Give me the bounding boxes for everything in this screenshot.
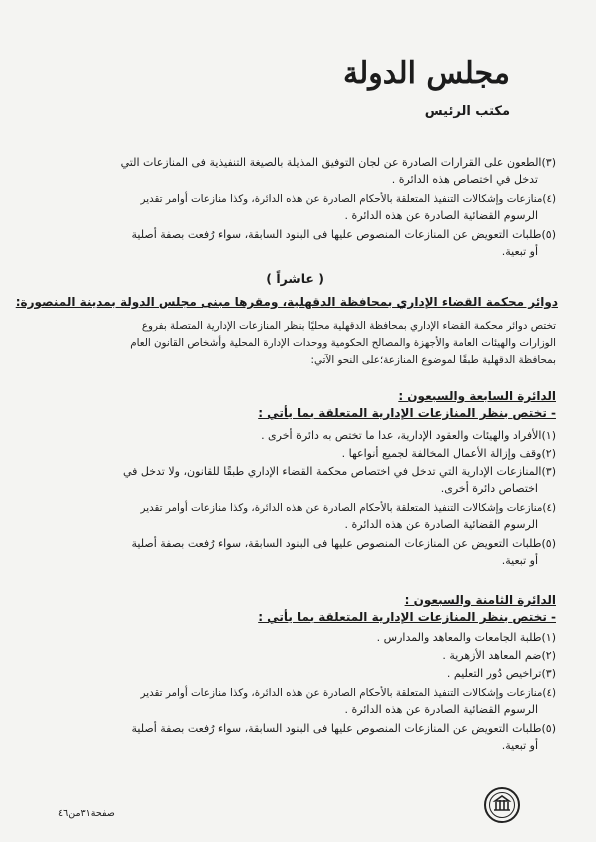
circle-77-item: (١)الأفراد والهيئات والعقود الإدارية، عدا ما تختص به دائرة أخرى . [261,429,556,442]
intro-line: (٤)منازعات وإشكالات التنفيذ المتعلقة بالأحكام الصادرة عن هذه الدائرة، وكذا منازعات أوامر تقدير [140,193,556,205]
circle-78-item: (٥)طلبات التعويض عن المنازعات المنصوص عليها فى البنود السابقة، سواء رُفعت بصفة أصلية [131,722,556,735]
circle-78-item: (٤)منازعات وإشكالات التنفيذ المتعلقة بالأحكام الصادرة عن هذه الدائرة، وكذا منازعات أوامر تقدير [140,687,556,699]
header-title: مجلس الدولة [343,56,510,91]
section-title: دوائر محكمة القضاء الإداري بمحافظة الدقهلية، ومقرها مبنى مجلس الدولة بمدينة المنصورة: [15,295,558,309]
circle-77-item: أو تبعية. [501,554,538,567]
circle-78-item: (٣)تراخيص دُور التعليم . [446,667,556,680]
page-number: صفحة٣١من٤٦ [58,808,115,819]
section-intro-line: بمحافظة الدقهلية طبقًا لموضوع المنازعة؛على النحو الآتي: [310,354,556,366]
circle-78-item: الرسوم القضائية الصادرة عن هذه الدائرة . [344,703,538,716]
circle-78-subheading: - تختص بنظر المنازعات الإدارية المتعلقة بما يأتي : [258,610,556,624]
section-intro-line: الوزارات والهيئات العامة والأجهزة والمصالح الحكومية ووحدات الإدارة المحلية وأشخاص القانون العام [130,337,556,349]
circle-77-item: الرسوم القضائية الصادرة عن هذه الدائرة . [344,518,538,531]
section-intro-line: تختص دوائر محكمة القضاء الإداري بمحافظة الدقهلية محليًا بنظر المنازعات الإدارية المتصلة بفروع [141,320,556,332]
circle-78-item: أو تبعية. [501,739,538,752]
intro-line: الرسوم القضائية الصادرة عن هذه الدائرة . [344,209,538,222]
council-seal-icon [483,786,521,824]
circle-77-item: اختصاص دائرة أخرى. [440,482,538,495]
circle-77-heading: الدائرة السابعة والسبعون : [398,389,556,403]
intro-line: (٥)طلبات التعويض عن المنازعات المنصوص عليها فى البنود السابقة، سواء رُفعت بصفة أصلية [131,228,556,241]
section-label: ( عاشراً ) [266,271,324,286]
intro-line: تدخل في اختصاص هذه الدائرة . [391,173,538,186]
circle-77-item: (٥)طلبات التعويض عن المنازعات المنصوص عليها فى البنود السابقة، سواء رُفعت بصفة أصلية [131,537,556,550]
circle-77-item: (٤)منازعات وإشكالات التنفيذ المتعلقة بالأحكام الصادرة عن هذه الدائرة، وكذا منازعات أوامر تقدير [140,502,556,514]
circle-78-heading: الدائرة الثامنة والسبعون : [404,593,556,607]
intro-line: أو تبعية. [501,245,538,258]
circle-77-subheading: - تختص بنظر المنازعات الإدارية المتعلقة بما يأتي : [258,406,556,420]
circle-77-item: (٣)المنازعات الإدارية التي تدخل في اختصاص محكمة القضاء الإداري طبقًا للقانون، ولا تدخل في [122,465,556,478]
intro-line: (٣)الطعون على القرارات الصادرة عن لجان التوفيق المذيلة بالصيغة التنفيذية فى المنازعات التي [120,156,556,169]
circle-78-item: (١)طلبة الجامعات والمعاهد والمدارس . [376,631,556,644]
circle-78-item: (٢)ضم المعاهد الأزهرية . [442,649,556,662]
circle-77-item: (٢)وقف وإزالة الأعمال المخالفة لجميع أنواعها . [341,447,556,460]
header-subtitle: مكتب الرئيس [424,104,510,119]
